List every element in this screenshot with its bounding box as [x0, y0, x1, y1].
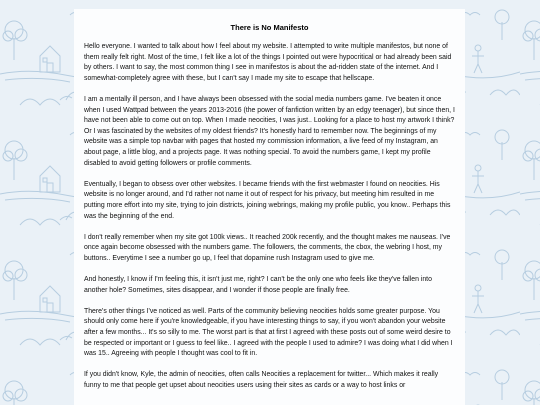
article-paragraph-6: There's other things I've noticed as well. Parts of the community believing neocities holds some greater purpose. You should only come here if you're knowledgeable, if you have interesting things to say, if you won't abandon your website after a few months... It's so silly to me. The worst part is that at first I agreed with these posts out of some weird desire to be respected or important or I guess to feel like.. I agreed with the people I used to admire? I was doing what I did when I was 15.. Agreeing with people I thought was cool to fit in.: [84, 307, 453, 358]
article-paragraph-2: I am a mentally ill person, and I have always been obsessed with the social media numbers game. I've beaten it once when I used Wattpad between the years 2013-2016 (the power of fanfiction written by an edgy teenager), but since then, I have not been able to come out on top. When I made neocities, I was just.. Looking for a place to host my artwork I think? Or I was fascinated by the websites of my oldest friends? It's honestly hard to remember now. The beginnings of my website was a simple top navbar with pages that hosted my commission information, a live feed of my Instagram, an about page, a little blog, and a projects page. It was nothing special. To avoid the numbers game, I kept my profile disabled to avoid getting followers or profile comments.: [84, 95, 455, 167]
page-title: There is No Manifesto: [230, 23, 309, 32]
article-paragraph-7: If you didn't know, Kyle, the admin of neocities, often calls Neocities a replacement for twitter... Which makes it really funny to me that people get upset about neocities users using their sites as cards or a way to host links or: [84, 371, 439, 389]
article-paragraph-1: Hello everyone. I wanted to talk about how I feel about my website. I attempted to write multiple manifestos, but none of them really felt right. Most of the time, I felt like a lot of the things I pointed out were hypocritical or had already been said by others. I want to say, the most common thing I see in manifestos is about the ad-ridden state of the internet. And I somewhat-completely agree with these, but I can't say I made my site to escape that hellscape.: [84, 43, 452, 82]
article-paragraph-4: I don't really remember when my site got 100k views.. It reached 200k recently, and the thought makes me nauseas. I've once again become obsessed with the numbers game. The followers, the comments, the cbox, the webring I host, my buttons.. Everytime I see a number go up, I feel that dopamine rush Instagram used to give me.: [84, 233, 451, 262]
article-container: [74, 9, 465, 405]
article-paragraph-3: Eventually, I began to obsess over other websites. I became friends with the first webmaster I found on neocities. His website is no longer around, and I'd rather not name it out of respect for his privacy, but meeting him resulted in me putting more effort into my site, trying to join districts, joining webrings, making my profile public, you know.. Perhaps this was the beginning of the end.: [84, 180, 451, 220]
article-paragraph-5: And honestly, I know if I'm feeling this, it isn't just me, right? I can't be the only one who feels like they've fallen into another hole? Sometimes, sites disappear, and I wonder if those people are finally free.: [84, 276, 432, 294]
